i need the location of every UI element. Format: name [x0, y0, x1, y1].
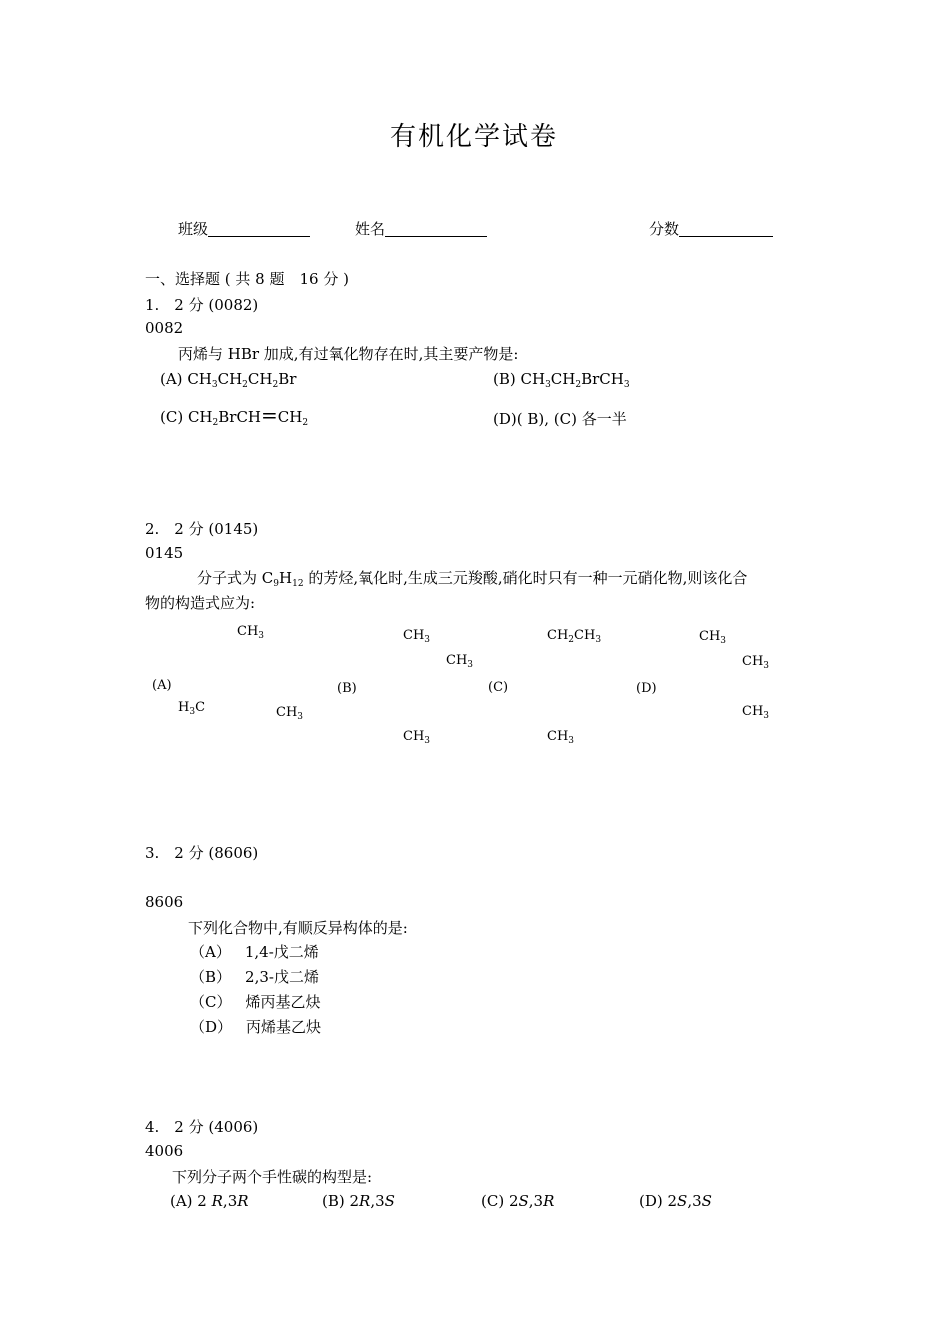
q1-option-b: (B) $CH_3CH_2BrCH_3$ [493, 370, 630, 390]
a-h3c: $H_3C$ [178, 700, 206, 717]
q1-option-c: (C) $CH_2BrCH=CH_2$ [160, 403, 309, 428]
class-blank[interactable] [208, 222, 310, 237]
a-ch3-right: $CH_3$ [276, 705, 304, 722]
q4-option-c: (C) 2S,3R [481, 1192, 555, 1210]
q3-option-b: （B） 2,3-戊二烯 [190, 968, 319, 986]
score-field [649, 218, 773, 239]
c-ch3-bottom: $CH_3$ [547, 729, 575, 746]
q1-code: 0082 [145, 319, 184, 337]
score-label: 分数 [649, 220, 680, 238]
q3-code: 8606 [145, 893, 184, 911]
q2-header: 2. 2 分 (0145) [145, 520, 259, 538]
section-heading: 一、选择题 ( 共 8 题 16 分 ) [145, 270, 349, 288]
score-blank[interactable] [679, 222, 773, 237]
option-b-label: (B) [337, 681, 357, 696]
name-blank[interactable] [385, 222, 487, 237]
name-field [355, 218, 487, 239]
q3-header: 3. 2 分 (8606) [145, 844, 259, 862]
a-ch3-top: $CH_3$ [237, 624, 265, 641]
q3-option-a: （A） 1,4-戊二烯 [190, 943, 319, 961]
q3-stem: 下列化合物中,有顺反异构体的是: [188, 919, 408, 937]
q4-option-d: (D) 2S,3S [639, 1192, 712, 1210]
d-ch3-top: $CH_3$ [699, 629, 727, 646]
q4-option-a: (A) 2 R,3R [170, 1192, 249, 1210]
q1-option-d: (D)( B), (C) 各一半 [493, 410, 627, 428]
q2-code: 0145 [145, 544, 184, 562]
class-field [178, 218, 310, 239]
q3-option-d: （D） 丙烯基乙炔 [190, 1018, 322, 1036]
q4-option-b: (B) 2R,3S [322, 1192, 395, 1210]
q2-stem-line2: 物的构造式应为: [145, 594, 256, 612]
d-ch3-upper-right: $CH_3$ [742, 654, 770, 671]
option-a-label: (A) [152, 678, 172, 693]
b-ch3-top: $CH_3$ [403, 628, 431, 645]
option-c-label: (C) [488, 680, 509, 695]
b-ch3-bottom: $CH_3$ [403, 729, 431, 746]
b-ch3-upper-right: $CH_3$ [446, 653, 474, 670]
q2-stem: 分子式为 $C_9H_{12}$ 的芳烃,氧化时,生成三元羧酸,硝化时只有一种一元硝化物,则该化合 [197, 569, 748, 589]
d-ch3-lower-right: $CH_3$ [742, 704, 770, 721]
q4-stem: 下列分子两个手性碳的构型是: [172, 1168, 373, 1186]
option-d-label: (D) [636, 681, 657, 696]
formula-c9h12: $C_9H_{12}$ [261, 569, 304, 589]
q1-stem: 丙烯与 HBr 加成,有过氧化物存在时,其主要产物是: [178, 345, 519, 363]
page-title: 有机化学试卷 [390, 122, 559, 152]
q4-code: 4006 [145, 1142, 184, 1160]
name-label: 姓名 [355, 220, 386, 238]
q4-header: 4. 2 分 (4006) [145, 1118, 259, 1136]
q3-option-c: （C） 烯丙基乙炔 [190, 993, 321, 1011]
q1-header: 1. 2 分 (0082) [145, 296, 259, 314]
c-ethyl: $CH_2CH_3$ [547, 628, 602, 645]
q1-option-a: (A) $CH_3CH_2CH_2Br$ [160, 370, 297, 390]
class-label: 班级 [178, 220, 209, 238]
